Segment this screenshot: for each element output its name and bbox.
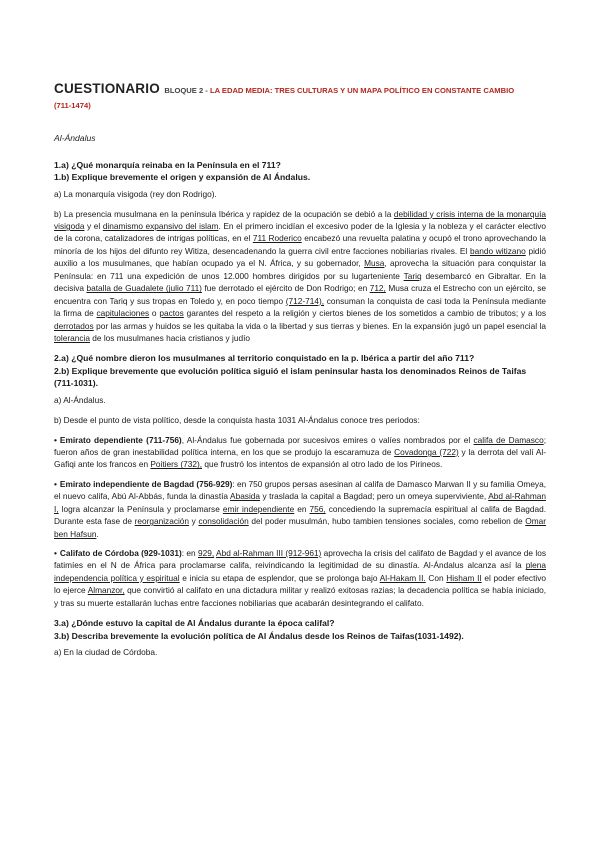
period-califato-cordoba: • Califato de Córdoba (929-1031): en 929, Abd al-Rahman III (912-961) aprovecha la crisis del califato de Bagdad y el avance de los fatimíes en el N de África para proclamarse califa, reivindicando la legitimidad de su dinastía. Al-Ándalus alcanza así la plena independencia política y espiritual e inicia su etapa de esplendor, que se prolonga bajo Al-Hakam II. Con Hisham II el poder efectivo lo ejerce Almanzor, que convirtió al califato en una dictadura militar y realizó exitosas razias; la decadencia política se había iniciado, y tras su muerte estallarán luchas entre facciones nobiliarias que acabarán desintegrando el califato. (54, 547, 546, 609)
question-3b: 3.b) Describa brevemente la evolución política de Al Ándalus desde los Reinos de Taifas(1031-1492). (54, 630, 464, 641)
answer-1a: a) La monarquía visigoda (rey don Rodrigo). (54, 188, 217, 199)
question-2b: 2.b) Explique brevemente que evolución política siguió el islam peninsular hasta los denominados Reinos de Taifas (711-1031). (54, 365, 527, 389)
question-1a: 1.a) ¿Qué monarquía reinaba en la Península en el 711? (54, 159, 281, 170)
question-2a: 2.a) ¿Qué nombre dieron los musulmanes al territorio conquistado en la p. Ibérica a partir del año 711? (54, 353, 475, 364)
document-title: CUESTIONARIO (54, 81, 160, 96)
question-3a: 3.a) ¿Dónde estuvo la capital de Al Ándalus durante la época califal? (54, 618, 335, 629)
bloque-topic: LA EDAD MEDIA: TRES CULTURAS Y UN MAPA POLÍTICO EN CONSTANTE CAMBIO (209, 86, 515, 95)
period-emirato-dependiente: • Emirato dependiente (711-756), Al-Ándalus fue gobernada por sucesivos emires o valíes nombrados por el califa de Damasco; fueron años de gran inestabilidad política interna, en los que se produjo la escaramuza de Covadonga (722) y la derrota del valí Al-Gafiqi ante los francos en Poitiers (732), que frustró los intentos de expansión al otro lado de los Pirineos. (54, 434, 546, 471)
period-emirato-independiente: • Emirato independiente de Bagdad (756-929): en 750 grupos persas asesinan al califa de Damasco Marwan II y su familia Omeya, el nuevo califa, Abú Al-Abbás, funda la dinastía Abasida y traslada la capital a Bagdad; pero un omeya superviviente, Abd al-Rahman I, logra alcanzar la Península y proclamarse emir independiente en 756, concediendo la supremacía espiritual al califa de Bagdad. Durante esta fase de reorganización y consolidación del poder musulmán, hubo tambien tensiones sociales, como rebelion de Omar ben Hafsun. (54, 478, 546, 540)
answer-3a: a) En la ciudad de Córdoba. (54, 647, 158, 658)
bloque-dates: (711-1474) (54, 100, 91, 110)
answer-1b: b) La presencia musulmana en la península Ibérica y rapidez de la ocupación se debió a la debilidad y crisis interna de la monarquía visigoda y el dinamismo expansivo del islam. En el primero incidían el excesivo poder de la Iglesia y la nobleza y el carácter electivo de la corona, catalizadores de intrigas políticas, en el 711 Roderico encabezó una revuelta palatina y ocupó el trono aprovechando la minoría de los hijos del difunto rey Witiza, desencadenando la guerra civil entre facciones nobiliarias rivales. El bando witizano pidió auxilio a los musulmanes, que habían ocupado ya el N. África, y su gobernador, Musa, aprovecha la situación para conquistar la Península: en 711 una expedición de unos 12.000 hombres dirigidos por su lugarteniente Tariq desembarcó en Gibraltar. En la decisiva batalla de Guadalete (julio 711) fue derrotado el ejército de Don Rodrigo; en 712, Musa cruza el Estrecho con un ejército, se encuentra con Tariq y sus tropas en Toledo y, en poco tiempo (712-714), consuman la conquista de casi toda la Península mediante la firma de capitulaciones o pactos garantes del respeto a la religión y ciertos bienes de los sometidos a cambio de tributos; y a los derrotados por las armas y huidos se les quitaba la vida o la libertad y sus tierras y bienes. En la expansión jugó un papel esencial la tolerancia de los musulmanes hacia cristianos y judío (54, 208, 547, 343)
answer-2b-intro: b) Desde el punto de vista político, desde la conquista hasta 1031 Al-Ándalus conoce tres periodos: (54, 414, 420, 425)
answer-2a: a) Al-Ándalus. (54, 394, 106, 405)
bloque-label: BLOQUE 2 - (164, 86, 208, 95)
question-1b: 1.b) Explique brevemente el origen y expansión de Al Ándalus. (54, 172, 311, 183)
section-heading: Al-Ándalus (54, 132, 96, 143)
document-header (54, 78, 546, 111)
document-subtitle (164, 86, 514, 95)
